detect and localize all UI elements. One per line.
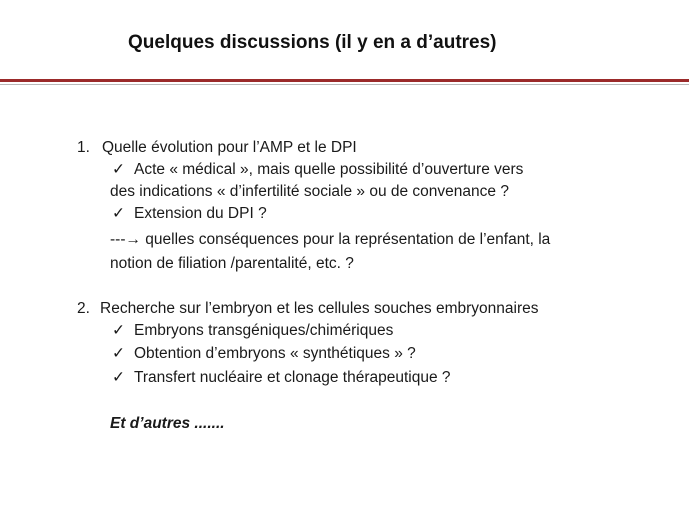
section1-heading-line (77, 137, 357, 159)
section2-bullet-1 (112, 320, 393, 342)
title-divider-shadow (0, 84, 689, 85)
section2-bullet-3 (112, 367, 451, 389)
arrow-right-icon: → (125, 231, 141, 248)
section1-arrow-continuation: notion de filiation /parentalité, etc. ? (110, 255, 354, 272)
section2-bullet-1-text: Embryons transgéniques/chimériques (134, 322, 394, 339)
section2-bullet-3-text: Transfert nucléaire et clonage thérapeutique ? (134, 369, 451, 386)
section2-bullet-2-text: Obtention d’embryons « synthétiques » ? (134, 345, 416, 362)
section2-heading: Recherche sur l’embryon et les cellules souches embryonnaires (100, 300, 539, 317)
section2-number: 2. (77, 300, 90, 317)
slide-title: Quelques discussions (il y en a d’autres) (128, 32, 497, 53)
title-divider (0, 79, 689, 82)
checkmark-icon: ✓ (112, 205, 125, 222)
section1-bullet-2-text: Extension du DPI ? (134, 205, 267, 222)
checkmark-icon: ✓ (112, 345, 125, 362)
section2-heading-line (77, 298, 539, 320)
checkmark-icon: ✓ (112, 369, 125, 386)
section1-bullet-1-continuation: des indications « d’infertilité sociale » ou de convenance ? (110, 183, 509, 200)
section1-bullet-1-text: Acte « médical », mais quelle possibilité d’ouverture vers (134, 161, 524, 178)
section1-arrow-line (110, 229, 550, 251)
section1-arrow-text: quelles conséquences pour la représentation de l’enfant, la (141, 231, 551, 248)
section1-bullet-1 (112, 159, 523, 181)
checkmark-icon: ✓ (112, 161, 125, 178)
section1-bullet-2 (112, 203, 267, 225)
section1-number: 1. (77, 139, 90, 156)
checkmark-icon: ✓ (112, 322, 125, 339)
closing-text: Et d’autres ....... (110, 415, 225, 432)
section1-heading: Quelle évolution pour l’AMP et le DPI (102, 139, 357, 156)
section2-bullet-2 (112, 343, 416, 365)
arrow-prefix: --- (110, 231, 126, 248)
